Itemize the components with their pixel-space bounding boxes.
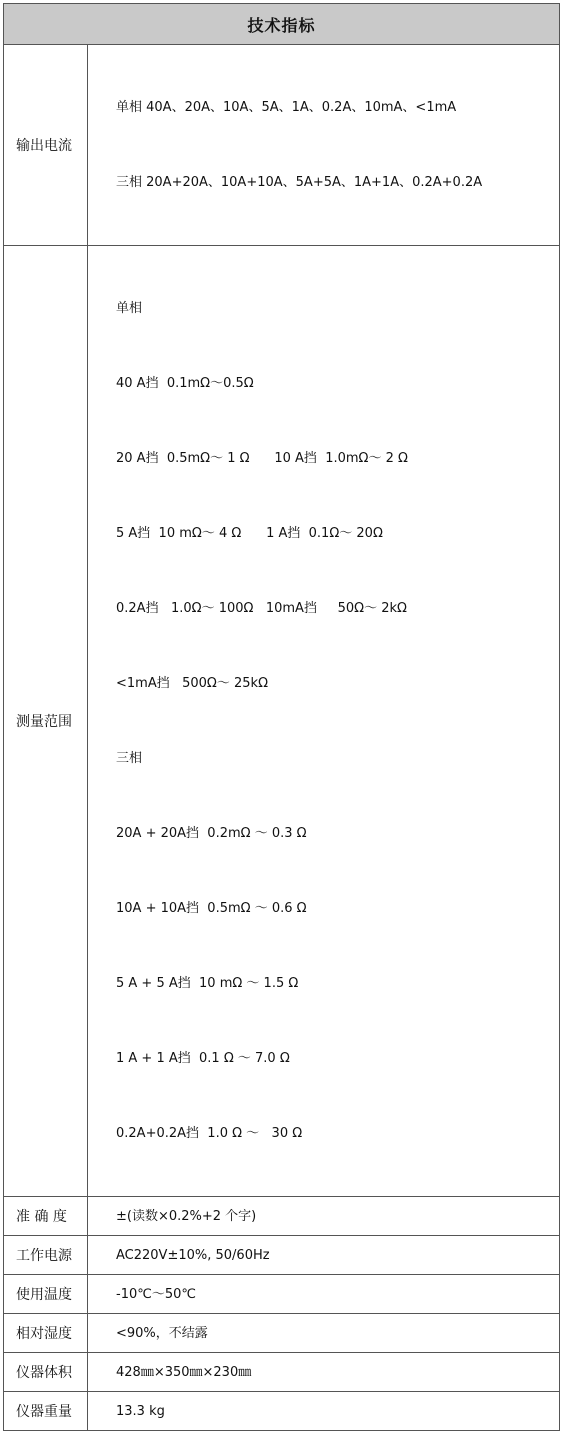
row-relative-humidity [4,1314,560,1353]
row-output-current [4,45,560,246]
value-relative-humidity: <90%，不结露 [88,1314,560,1353]
range-line: 0.2A+0.2A挡 1.0 Ω ～ 30 Ω [116,1126,303,1141]
label-instrument-weight: 仪器重量 [4,1392,88,1431]
label-instrument-size: 仪器体积 [4,1353,88,1392]
range-line: <1mA挡 500Ω～ 25kΩ [116,676,269,691]
range-line: 单相 [116,301,143,316]
spec-table [3,3,560,1431]
range-line: 40 A挡 0.1mΩ～0.5Ω [116,376,254,391]
label-output-current: 输出电流 [4,45,88,246]
row-accuracy [4,1197,560,1236]
label-accuracy: 准 确 度 [4,1197,88,1236]
row-measuring-range [4,246,560,1197]
value-power-supply: AC220V±10%, 50/60Hz [88,1236,560,1275]
label-relative-humidity: 相对湿度 [4,1314,88,1353]
value-operating-temperature: -10℃～50℃ [88,1275,560,1314]
range-line: 5 A + 5 A挡 10 mΩ ～ 1.5 Ω [116,976,299,991]
value-output-current [88,45,560,246]
output-line-single-phase: 单相 40A、20A、10A、5A、1A、0.2A、10mA、<1mA [116,100,457,115]
range-line: 1 A + 1 A挡 0.1 Ω ～ 7.0 Ω [116,1051,290,1066]
range-line: 0.2A挡 1.0Ω～ 100Ω 10mA挡 50Ω～ 2kΩ [116,601,407,616]
range-line: 5 A挡 10 mΩ～ 4 Ω 1 A挡 0.1Ω～ 20Ω [116,526,383,541]
row-operating-temperature [4,1275,560,1314]
output-line-three-phase: 三相 20A+20A、10A+10A、5A+5A、1A+1A、0.2A+0.2A [116,175,483,190]
value-accuracy: ±(读数×0.2%+2 个字) [88,1197,560,1236]
range-line: 10A + 10A挡 0.5mΩ ～ 0.6 Ω [116,901,307,916]
range-line: 20A + 20A挡 0.2mΩ ～ 0.3 Ω [116,826,307,841]
row-instrument-weight [4,1392,560,1431]
value-instrument-size: 428㎜×350㎜×230㎜ [88,1353,560,1392]
value-instrument-weight: 13.3 kg [88,1392,560,1431]
range-line: 三相 [116,751,143,766]
table-title: 技术指标 [4,4,560,45]
label-measuring-range: 测量范围 [4,246,88,1197]
label-operating-temperature: 使用温度 [4,1275,88,1314]
label-power-supply: 工作电源 [4,1236,88,1275]
header-row [4,4,560,45]
row-power-supply [4,1236,560,1275]
range-line: 20 A挡 0.5mΩ～ 1 Ω 10 A挡 1.0mΩ～ 2 Ω [116,451,408,466]
row-instrument-size [4,1353,560,1392]
value-measuring-range [88,246,560,1197]
